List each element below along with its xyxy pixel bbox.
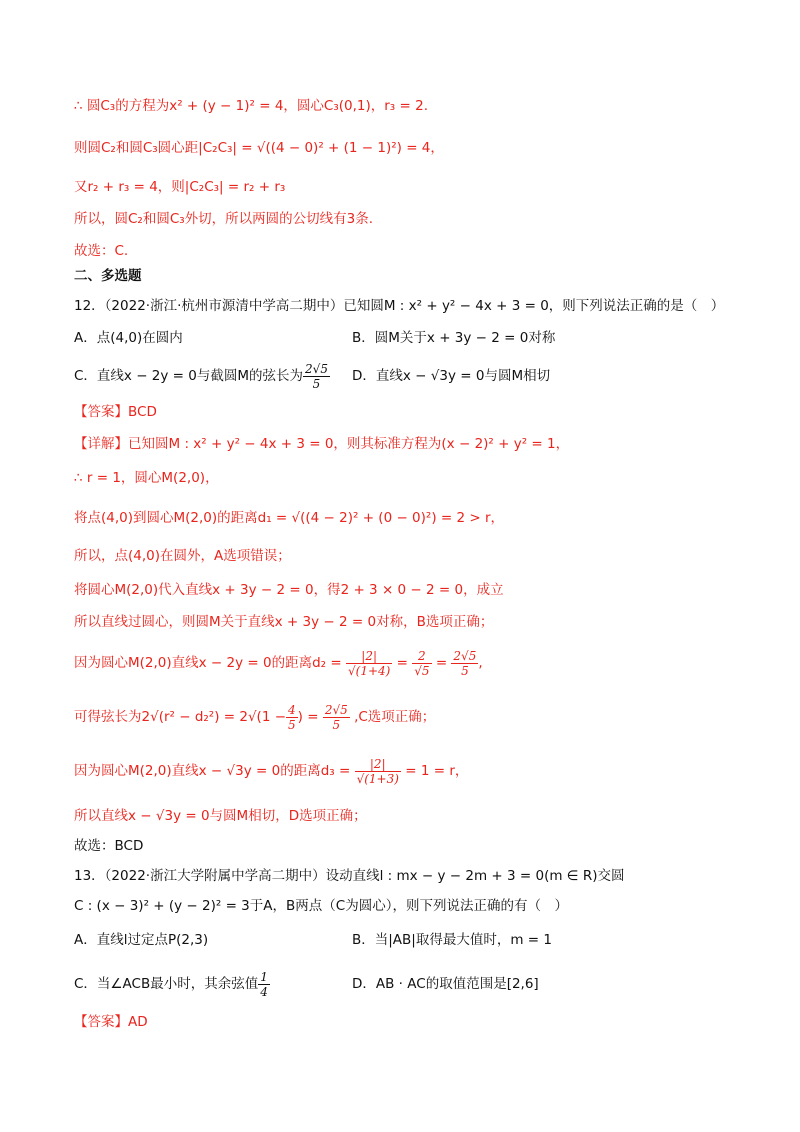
option-c: C．直线x − 2y = 0与截圆M的弦长为 [74,368,304,384]
detail-line-standard-form [74,434,569,454]
option-d: D．直线x − √3y = 0与圆M相切 [352,368,551,384]
text: 故选：BCD [74,838,144,854]
solution-line-conclusion [74,209,373,229]
text: 【答案】AD [74,1014,148,1030]
numerator: |2| [355,757,401,772]
numerator: 1 [260,969,268,984]
text: ,C选项正确； [354,709,436,725]
solution-line-circle-c3 [74,96,428,116]
question-13-stem-cont [74,896,568,916]
text: 故选：C. [74,243,129,259]
numerator: |2| [346,649,392,664]
option-b: B．当|AB|取得最大值时，m = 1 [352,932,552,948]
equals-sign: = [435,655,448,671]
text: = 1 = r， [405,763,469,779]
denominator: √(1+4) [347,663,391,678]
detail-line-distance-d3 [74,748,468,794]
detail-line-distance-d2: 因为圆心M(2,0)直线x − 2y = 0的距离d₂ = $\frac{|2|}{√(1+4)}$ = $\frac{2}{√5}$ = $\frac{2√5}{5}$ , [74,648,483,678]
equals-sign: = [396,655,408,671]
fraction [355,757,401,786]
fraction [286,703,298,732]
text: 可得弦长为2√(r² − d₂²) = 2√(1 − [74,709,287,725]
detail-line-substitute [74,580,504,600]
text: 则圆C₂和圆C₃圆心距|C₂C₃| = √((4 − 0)² + (1 − 1)²) = 4， [74,140,444,156]
numerator: 4 [288,702,296,717]
answer-12 [74,402,157,422]
text: 所以，点(4,0)在圆外，A选项错误； [74,548,291,564]
answer-13 [74,1012,148,1032]
text: 将圆心M(2,0)代入直线x + 3y − 2 = 0，得2 + 3 × 0 − 2 = 0，成立 [74,582,504,598]
solution-line-radius-sum [74,177,285,197]
question-13-options-cd [74,964,734,1004]
text: 12．（2022·浙江·杭州市源清中学高二期中）已知圆M : x² + y² − 4x + 3 = 0，则下列说法正确的是（ ） [74,298,725,314]
close-paren: ) [297,709,303,725]
detail-line-chord-length [74,694,435,740]
text: 又r₂ + r₃ = 4，则|C₂C₃| = r₂ + r₃ [74,179,286,195]
detail-line-option-b [74,612,493,632]
text: C : (x − 3)² + (y − 2)² = 3于A，B两点（C为圆心），则下列说法正确的有（ ） [74,898,568,914]
fraction [451,649,478,678]
solution-line-choice [74,241,128,261]
text: ∴ r = 1，圆心M(2,0)， [74,470,219,486]
numerator: 2√5 [453,648,477,663]
question-12-stem [74,296,724,316]
equals-sign: = [307,709,319,725]
text: 所以直线过圆心，则圆M关于直线x + 3y − 2 = 0对称，B选项正确； [74,614,494,630]
question-12-options-ab [74,328,734,348]
solution-line-center-distance [74,138,444,158]
text: 因为圆心M(2,0)直线x − √3y = 0的距离d₃ = [74,763,351,779]
fraction [346,649,392,678]
option-b: B．圆M关于x + 3y − 2 = 0对称 [352,330,556,346]
option-d: D．AB · AC的取值范围是[2,6] [352,976,539,992]
text: 【答案】BCD [74,404,157,420]
question-13-options-ab [74,930,734,950]
text: 所以直线x − √3y = 0与圆M相切，D选项正确； [74,808,367,824]
section-heading [74,266,142,286]
option-a: A．直线l过定点P(2,3) [74,932,209,948]
denominator: 5 [461,663,469,678]
question-12-options-cd [74,356,734,396]
text: 将点(4,0)到圆心M(2,0)的距离d₁ = √((4 − 2)² + (0 − 0)²) = 2 > r， [74,510,505,526]
detail-line-option-d [74,806,367,826]
detail-line-center [74,468,219,488]
question-13-stem [74,866,625,886]
option-a: A．点(4,0)在圆内 [74,330,183,346]
numerator: 2√5 [324,702,348,717]
detail-line-option-a [74,546,291,566]
detail-line-distance-d1 [74,508,504,528]
text: 所以，圆C₂和圆C₃外切，所以两圆的公切线有3条. [74,211,374,227]
denominator: 5 [312,376,321,391]
fraction [412,649,431,678]
denominator: 5 [332,717,341,732]
text: 13．（2022·浙江大学附属中学高二期中）设动直线l : mx − y − 2m + 3 = 0(m ∈ R)交圆 [74,868,625,884]
option-c: C．当∠ACB最小时，其余弦值 [74,976,259,992]
denominator: √5 [414,663,430,678]
fraction [323,703,350,732]
numerator: 2√5 [305,361,328,376]
denominator: 5 [288,717,296,732]
text: 因为圆心M(2,0)直线x − 2y = 0的距离d₂ = [74,655,342,671]
text: 二、多选题 [74,268,142,284]
text: 【详解】已知圆M : x² + y² − 4x + 3 = 0，则其标准方程为(x − 2)² + y² = 1， [74,436,570,452]
fraction [303,362,330,391]
text: ∴ 圆C₃的方程为x² + (y − 1)² = 4，圆心C₃(0,1)，r₃ = 2. [74,98,428,114]
denominator: √(1+3) [356,771,399,786]
detail-line-choice [74,836,143,856]
numerator: 2 [412,649,431,664]
fraction [258,970,270,999]
denominator: 4 [260,984,268,999]
